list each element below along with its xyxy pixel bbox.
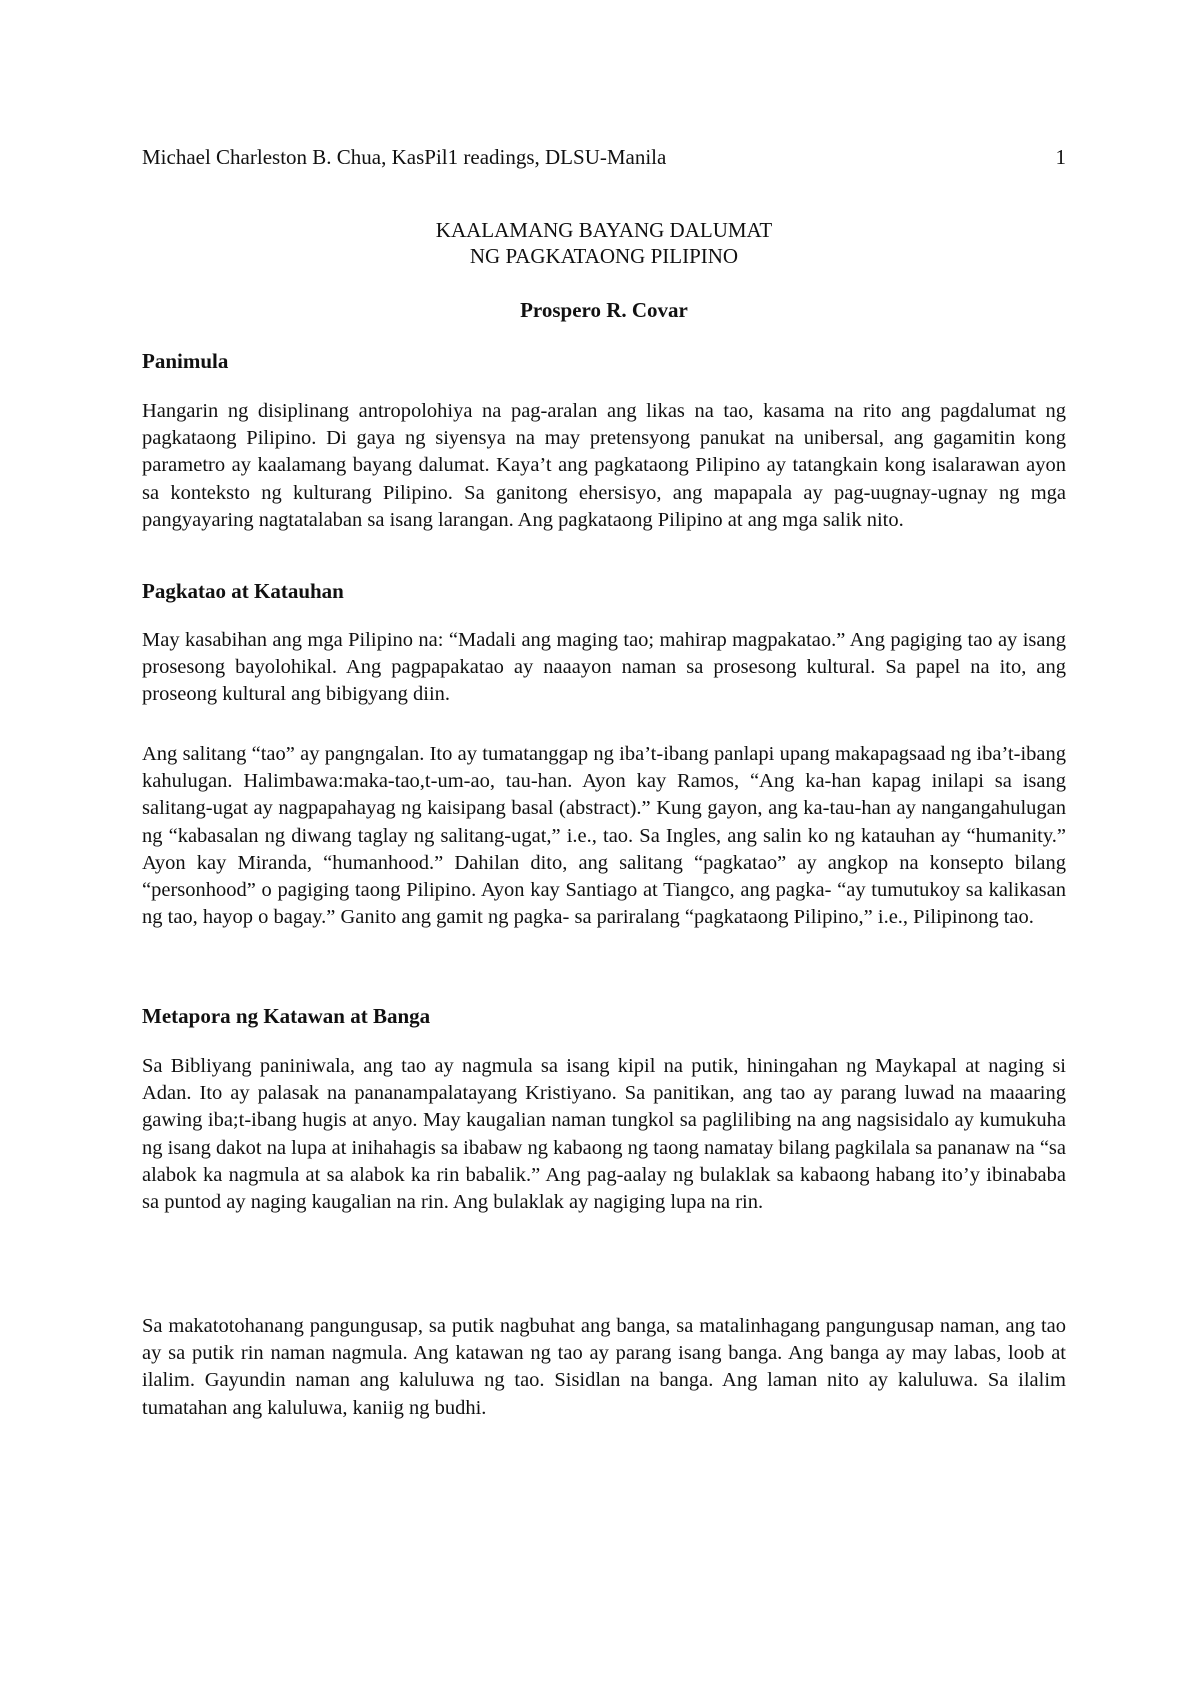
paragraph-panimula-1: Hangarin ng disiplinang antropolohiya na pag-aralan ang likas na tao, kasama na rito ang pagdalumat ng pagkataong Pilipino. Di gaya ng siyensya na may pretensyong panukat na unibersal, ang gagamitin kong parametro ay kaalamang bayang dalumat. Kaya’t ang pagkataong Pilipino ay tatangkain kong isalarawan ayon sa konteksto ng kulturang Pilipino. Sa ganitong ehersisyo, ang mapapala ay pag-uugnay-ugnay ng mga pangyayaring nagtatalaban sa isang larangan. Ang pagkataong Pilipino at ang mga salik nito. [142,400,1066,531]
page-number: 1 [1055,145,1066,169]
document-title [142,217,1066,269]
section-heading-panimula: Panimula [142,349,229,373]
section-heading-pagkatao-at-katauhan: Pagkatao at Katauhan [142,579,344,603]
paragraph-metapora-2: Sa makatotohanang pangungusap, sa putik nagbuhat ang banga, sa matalinhagang pangungusap naman, ang tao ay sa putik rin naman nagmula. Ang katawan ng tao ay parang isang banga. Ang banga ay may labas, loob at ilalim. Gayundin naman ang kaluluwa ng tao. Sisidlan na banga. Ang laman nito ay kaluluwa. Sa ilalim tumatahan ang kaluluwa, kaniig ng budhi. [142,1315,1066,1419]
title-line-2: NG PAGKATAONG PILIPINO [469,244,739,268]
paragraph-metapora-1: Sa Bibliyang paniniwala, ang tao ay nagmula sa isang kipil na putik, hiningahan ng Maykapal at naging si Adan. Ito ay palasak na pananampalatayang Kristiyano. Sa panitikan, ang tao ay parang luwad na maaaring gawing iba;t-ibang hugis at anyo. May kaugalian naman tungkol sa paglilibing na ang nagsisidalo ay kumukuha ng isang dakot na lupa at inihahagis sa ibabaw ng kabaong ng taong namatay bilang pagkilala sa pananaw na “sa alabok ka nagmula at sa alabok ka rin babalik.” Ang pag-aalay ng bulaklak sa kabaong habang ito’y ibinababa sa puntod ay naging kaugalian na rin. Ang bulaklak ay nagiging lupa na rin. [142,1055,1066,1214]
running-header-text: Michael Charleston B. Chua, KasPil1 readings, DLSU-Manila [142,145,667,169]
section-heading-metapora: Metapora ng Katawan at Banga [142,1004,431,1028]
title-line-1: KAALAMANG BAYANG DALUMAT [435,218,773,242]
paragraph-pagkatao-2: Ang salitang “tao” ay pangngalan. Ito ay tumatanggap ng iba’t-ibang panlapi upang makapagsaad ng iba’t-ibang kahulugan. Halimbawa:maka-tao,t-um-ao, tau-han. Ayon kay Ramos, “Ang ka-han kapag inilapi sa isang salitang-ugat ay nagpapahayag ng kaisipang basal (abstract).” Kung gayon, ang ka-tau-han ay nangangahulugan ng “kabasalan ng diwang taglay ng salitang-ugat,” i.e., tao. Sa Ingles, ang salin ko ng katauhan ay “humanity.” Ayon kay Miranda, “humanhood.” Dahilan dito, ang salitang “pagkatao” ay angkop na konsepto bilang “personhood” o pagiging taong Pilipino. Ayon kay Santiago at Tiangco, ang pagka- “ay tumutukoy sa kalikasan ng tao, hayop o bagay.” Ganito ang gamit ng pagka- sa pariralang “pagkataong Pilipino,” i.e., Pilipinong tao. [142,743,1066,929]
paragraph-pagkatao-1: May kasabihan ang mga Pilipino na: “Madali ang maging tao; mahirap magpakatao.” Ang pagiging tao ay isang prosesong bayolohikal. Ang pagpapakatao ay naaayon naman sa prosesong kultural. Sa papel na ito, ang proseong kultural ang bibigyang diin. [142,629,1066,706]
author-name: Prospero R. Covar [520,298,688,322]
